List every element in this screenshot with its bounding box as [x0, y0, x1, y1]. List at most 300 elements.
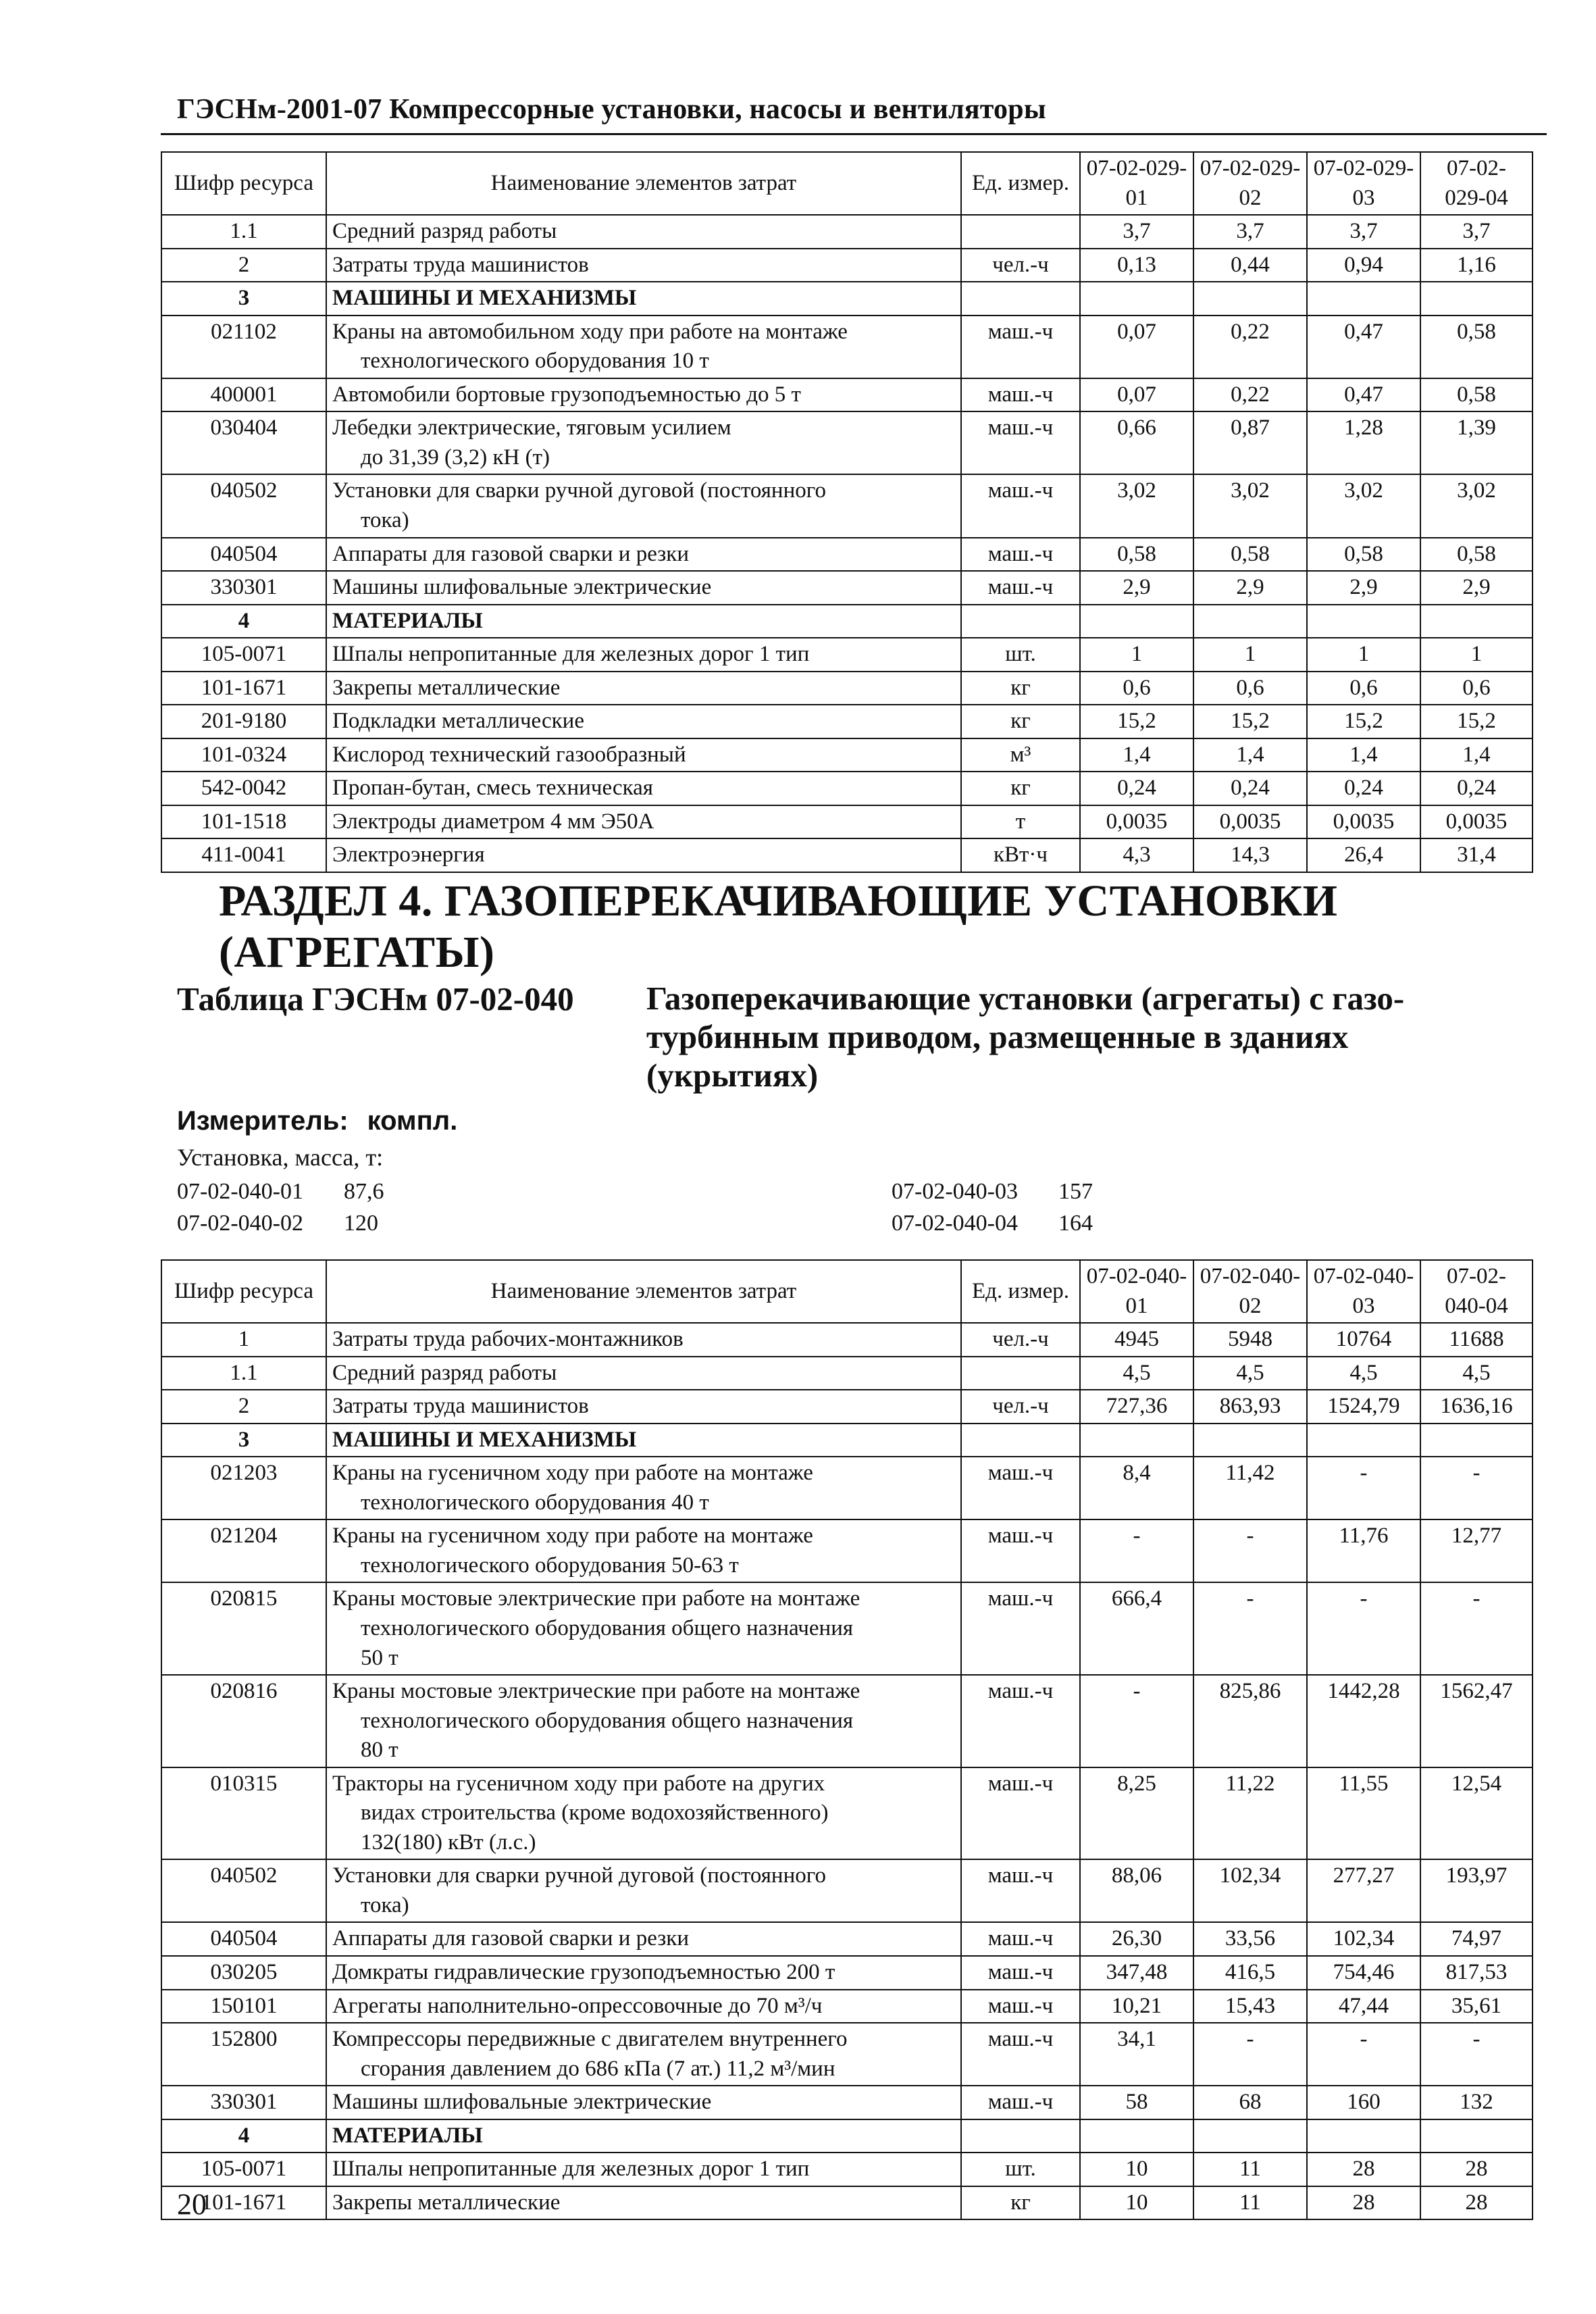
cost-element-text: Домкраты гидравлические грузоподъемностью 200 т: [332, 1960, 835, 1985]
cost-element-name: [326, 2023, 961, 2086]
table-group-row: [161, 282, 1533, 316]
table-header-row: [161, 1260, 1533, 1323]
norm-value-2: 4,5: [1193, 1357, 1307, 1390]
norm-value-1: 8,4: [1080, 1457, 1193, 1519]
norm-value-3: [1307, 1424, 1420, 1457]
norm-value-2: [1193, 1424, 1307, 1457]
resource-code: 1.1: [161, 1357, 326, 1390]
resource-code: 010315: [161, 1767, 326, 1860]
cost-element-continuation: тока): [361, 1892, 409, 1917]
norm-value-3: 4,5: [1307, 1357, 1420, 1390]
norm-value-3: 1524,79: [1307, 1390, 1420, 1424]
table-body: [161, 215, 1533, 872]
cost-element-continuation: до 31,39 (3,2) кН (т): [361, 445, 550, 470]
norm-value-1: 0,58: [1080, 538, 1193, 572]
cost-element-name: [326, 474, 961, 537]
norm-value-2: 14,3: [1193, 838, 1307, 872]
installation-item: [177, 1211, 378, 1236]
norm-value-4: [1420, 2119, 1533, 2153]
norm-value-2: 15,43: [1193, 1990, 1307, 2023]
table-row: [161, 1990, 1533, 2023]
cost-element-name: [326, 215, 961, 249]
resource-code: 2: [161, 249, 326, 282]
table-row: [161, 1859, 1533, 1922]
unit-cell: т: [961, 805, 1080, 839]
resource-code: 040502: [161, 474, 326, 537]
resource-code: 411-0041: [161, 838, 326, 872]
header-rule: [161, 133, 1547, 135]
norm-value-1: 58: [1080, 2086, 1193, 2119]
norm-value-3: 0,94: [1307, 249, 1420, 282]
cost-element-name: [326, 1323, 961, 1357]
unit-cell: [961, 215, 1080, 249]
norm-value-2: 5948: [1193, 1323, 1307, 1357]
resource-code: 330301: [161, 2086, 326, 2119]
cost-element-text: Краны на гусеничном ходу при работе на монтаже: [332, 1524, 813, 1549]
norm-value-3: 1: [1307, 638, 1420, 672]
installation-mass: 87,6: [343, 1179, 384, 1204]
cost-element-continuation: сгорания давлением до 686 кПа (7 ат.) 11,2 м³/мин: [361, 2056, 835, 2081]
norm-value-4: 4,5: [1420, 1357, 1533, 1390]
unit-cell: маш.-ч: [961, 378, 1080, 412]
norm-value-3: 2,9: [1307, 571, 1420, 605]
cost-element-text: Подкладки металлические: [332, 709, 584, 734]
resource-code: 400001: [161, 378, 326, 412]
norm-value-2: 11,42: [1193, 1457, 1307, 1519]
norm-value-1: [1080, 605, 1193, 638]
norm-value-4: 817,53: [1420, 1956, 1533, 1990]
unit-cell: маш.-ч: [961, 316, 1080, 378]
cost-element-name: [326, 316, 961, 378]
norm-value-2: 102,34: [1193, 1859, 1307, 1922]
table-row: [161, 1922, 1533, 1956]
norm-value-2: -: [1193, 1519, 1307, 1582]
norm-value-4: 0,58: [1420, 538, 1533, 572]
norm-value-4: 28: [1420, 2186, 1533, 2220]
norm-value-4: 1,39: [1420, 411, 1533, 474]
norm-value-3: 15,2: [1307, 705, 1420, 738]
norm-value-1: 4,5: [1080, 1357, 1193, 1390]
cost-element-text: Агрегаты наполнительно-опрессовочные до 70 м³/ч: [332, 1993, 823, 2018]
norm-value-4: -: [1420, 2023, 1533, 2086]
norm-value-3: 11,55: [1307, 1767, 1420, 1860]
cost-element-text: Кислород технический газообразный: [332, 742, 686, 767]
cost-element-name: [326, 1357, 961, 1390]
norm-value-1: 15,2: [1080, 705, 1193, 738]
norm-value-2: [1193, 605, 1307, 638]
cost-element-continuation: технологического оборудования 40 т: [361, 1490, 709, 1515]
norm-value-3: 28: [1307, 2153, 1420, 2186]
resource-code: 105-0071: [161, 2153, 326, 2186]
norm-value-2: 0,22: [1193, 316, 1307, 378]
norm-value-2: 0,44: [1193, 249, 1307, 282]
table-group-row: [161, 605, 1533, 638]
cost-element-name: [326, 705, 961, 738]
installation-code: 07-02-040-04: [892, 1211, 1018, 1236]
table-row: [161, 571, 1533, 605]
norm-value-1: 10: [1080, 2153, 1193, 2186]
resource-code: 021203: [161, 1457, 326, 1519]
unit-cell: [961, 1357, 1080, 1390]
norm-value-3: 0,47: [1307, 316, 1420, 378]
resource-code: 020816: [161, 1675, 326, 1767]
norm-value-3: [1307, 282, 1420, 316]
unit-cell: маш.-ч: [961, 1519, 1080, 1582]
cost-element-continuation: технологического оборудования 10 т: [361, 349, 709, 374]
header-norm-3: 07-02-040-03: [1307, 1260, 1420, 1323]
table-row: [161, 672, 1533, 705]
norm-value-1: 347,48: [1080, 1956, 1193, 1990]
norm-value-4: 0,58: [1420, 378, 1533, 412]
cost-element-text: Аппараты для газовой сварки и резки: [332, 541, 689, 566]
cost-element-continuation: 50 т: [361, 1645, 398, 1670]
resource-code: 040504: [161, 1922, 326, 1956]
table-description-line: (укрытиях): [646, 1056, 819, 1094]
resource-code: 030205: [161, 1956, 326, 1990]
resource-code: 040504: [161, 538, 326, 572]
unit-cell: кг: [961, 672, 1080, 705]
table-description-line: турбинным приводом, размещенные в зданиях: [646, 1017, 1349, 1055]
unit-cell: [961, 282, 1080, 316]
cost-element-text: МАТЕРИАЛЫ: [332, 608, 483, 633]
table-body: [161, 1323, 1533, 2219]
norm-value-1: 10: [1080, 2186, 1193, 2220]
norm-value-2: 1: [1193, 638, 1307, 672]
cost-element-name: [326, 772, 961, 805]
unit-cell: чел.-ч: [961, 1390, 1080, 1424]
norm-value-4: 1: [1420, 638, 1533, 672]
unit-cell: кг: [961, 2186, 1080, 2220]
table-row: [161, 772, 1533, 805]
norm-value-4: 31,4: [1420, 838, 1533, 872]
header-norm-1: 07-02-029-01: [1080, 152, 1193, 215]
unit-cell: кВт·ч: [961, 838, 1080, 872]
norm-value-3: 0,58: [1307, 538, 1420, 572]
cost-element-name: [326, 2153, 961, 2186]
norm-value-2: 0,24: [1193, 772, 1307, 805]
table-row: [161, 474, 1533, 537]
cost-element-continuation: видах строительства (кроме водохозяйственного): [361, 1801, 829, 1826]
norm-value-1: [1080, 2119, 1193, 2153]
unit-cell: м³: [961, 738, 1080, 772]
table-header-row: [161, 152, 1533, 215]
norm-value-3: 1,28: [1307, 411, 1420, 474]
norm-value-2: 863,93: [1193, 1390, 1307, 1424]
table-row: [161, 1457, 1533, 1519]
table-row: [161, 1390, 1533, 1424]
cost-element-name: [326, 1956, 961, 1990]
cost-element-text: Средний разряд работы: [332, 1360, 557, 1385]
measurer-value: компл.: [367, 1106, 458, 1136]
norm-value-4: 15,2: [1420, 705, 1533, 738]
norm-value-2: 11: [1193, 2186, 1307, 2220]
norm-value-2: 825,86: [1193, 1675, 1307, 1767]
cost-element-name: [326, 571, 961, 605]
resource-code: 330301: [161, 571, 326, 605]
resource-table-029: [161, 151, 1533, 873]
cost-element-continuation: 132(180) кВт (л.с.): [361, 1830, 536, 1855]
cost-element-name: [326, 411, 961, 474]
resource-code: 1: [161, 1323, 326, 1357]
resource-code: 201-9180: [161, 705, 326, 738]
installation-mass: 120: [343, 1211, 378, 1236]
norm-value-2: 3,7: [1193, 215, 1307, 249]
cost-element-text: МАШИНЫ И МЕХАНИЗМЫ: [332, 1427, 637, 1452]
installation-item: [177, 1179, 384, 1205]
norm-value-4: 1,4: [1420, 738, 1533, 772]
cost-element-text: Машины шлифовальные электрические: [332, 575, 712, 600]
norm-value-1: 3,7: [1080, 215, 1193, 249]
unit-cell: маш.-ч: [961, 2023, 1080, 2086]
header-norm-3: 07-02-029-03: [1307, 152, 1420, 215]
norm-value-2: 11: [1193, 2153, 1307, 2186]
table-row: [161, 316, 1533, 378]
norm-value-4: [1420, 1424, 1533, 1457]
cost-element-text: Компрессоры передвижные с двигателем внутреннего: [332, 2027, 848, 2052]
cost-element-text: Краны мостовые электрические при работе на монтаже: [332, 1586, 860, 1611]
table-row: [161, 1323, 1533, 1357]
cost-element-continuation: технологического оборудования 50-63 т: [361, 1553, 739, 1578]
table-row: [161, 1956, 1533, 1990]
unit-cell: маш.-ч: [961, 1922, 1080, 1956]
resource-code: 101-1671: [161, 672, 326, 705]
table-row: [161, 249, 1533, 282]
header-cost-element: Наименование элементов затрат: [326, 152, 961, 215]
norm-value-3: -: [1307, 1582, 1420, 1675]
norm-value-3: 160: [1307, 2086, 1420, 2119]
header-unit: Ед. измер.: [961, 1260, 1080, 1323]
norm-value-1: 88,06: [1080, 1859, 1193, 1922]
norm-value-4: 193,97: [1420, 1859, 1533, 1922]
cost-element-continuation: технологического оборудования общего назначения: [361, 1616, 854, 1641]
cost-element-text: Лебедки электрические, тяговым усилием: [332, 416, 731, 441]
norm-value-3: 102,34: [1307, 1922, 1420, 1956]
cost-element-name: [326, 1767, 961, 1860]
unit-cell: кг: [961, 705, 1080, 738]
cost-element-text: Аппараты для газовой сварки и резки: [332, 1926, 689, 1951]
header-norm-4: 07-02-029-04: [1420, 152, 1533, 215]
norm-value-4: 11688: [1420, 1323, 1533, 1357]
norm-value-3: 0,6: [1307, 672, 1420, 705]
norm-value-2: [1193, 282, 1307, 316]
norm-value-4: 1562,47: [1420, 1675, 1533, 1767]
cost-element-text: Краны мостовые электрические при работе на монтаже: [332, 1679, 860, 1704]
norm-value-1: 26,30: [1080, 1922, 1193, 1956]
installation-mass: 157: [1058, 1179, 1093, 1204]
norm-value-4: 2,9: [1420, 571, 1533, 605]
running-header: ГЭСНм-2001-07 Компрессорные установки, насосы и вентиляторы: [177, 94, 1046, 125]
norm-value-3: 277,27: [1307, 1859, 1420, 1922]
norm-value-1: 0,6: [1080, 672, 1193, 705]
cost-element-name: [326, 1922, 961, 1956]
cost-element-name: [326, 1519, 961, 1582]
table-group-row: [161, 2119, 1533, 2153]
table-label: Таблица ГЭСНм 07-02-040: [177, 980, 574, 1017]
norm-value-4: 1,16: [1420, 249, 1533, 282]
cost-element-text: Затраты труда рабочих-монтажников: [332, 1327, 684, 1352]
table-row: [161, 705, 1533, 738]
norm-value-2: 3,02: [1193, 474, 1307, 537]
norm-value-1: 0,66: [1080, 411, 1193, 474]
norm-value-2: 0,87: [1193, 411, 1307, 474]
resource-code: 150101: [161, 1990, 326, 2023]
table-row: [161, 1582, 1533, 1675]
cost-element-continuation: 80 т: [361, 1738, 398, 1763]
installation-code: 07-02-040-01: [177, 1179, 303, 1204]
resource-code: 2: [161, 1390, 326, 1424]
table-row: [161, 1519, 1533, 1582]
resource-code: 1.1: [161, 215, 326, 249]
norm-value-2: 68: [1193, 2086, 1307, 2119]
cost-element-text: Установки для сварки ручной дуговой (постоянного: [332, 1863, 826, 1888]
norm-value-2: 11,22: [1193, 1767, 1307, 1860]
norm-value-3: 0,47: [1307, 378, 1420, 412]
table-row: [161, 838, 1533, 872]
norm-value-4: 28: [1420, 2153, 1533, 2186]
norm-value-1: 727,36: [1080, 1390, 1193, 1424]
table-row: [161, 1767, 1533, 1860]
cost-element-name: [326, 378, 961, 412]
installation-code: 07-02-040-03: [892, 1179, 1018, 1204]
norm-value-1: [1080, 1424, 1193, 1457]
resource-code: 152800: [161, 2023, 326, 2086]
cost-element-text: Затраты труда машинистов: [332, 252, 589, 277]
norm-value-3: 11,76: [1307, 1519, 1420, 1582]
table-row: [161, 805, 1533, 839]
norm-value-3: [1307, 2119, 1420, 2153]
unit-cell: кг: [961, 772, 1080, 805]
resource-code: 021102: [161, 316, 326, 378]
cost-element-name: [326, 638, 961, 672]
cost-element-text: Закрепы металлические: [332, 675, 561, 700]
unit-cell: шт.: [961, 638, 1080, 672]
norm-value-3: 0,24: [1307, 772, 1420, 805]
table-row: [161, 378, 1533, 412]
norm-value-4: [1420, 282, 1533, 316]
norm-value-3: [1307, 605, 1420, 638]
norm-value-1: 666,4: [1080, 1582, 1193, 1675]
header-cost-element: Наименование элементов затрат: [326, 1260, 961, 1323]
norm-value-1: 0,24: [1080, 772, 1193, 805]
unit-cell: маш.-ч: [961, 1675, 1080, 1767]
cost-element-text: Установки для сварки ручной дуговой (постоянного: [332, 478, 826, 503]
norm-value-1: 0,13: [1080, 249, 1193, 282]
norm-value-1: 1,4: [1080, 738, 1193, 772]
norm-value-3: 3,7: [1307, 215, 1420, 249]
resource-code: 101-0324: [161, 738, 326, 772]
cost-element-name: [326, 1424, 961, 1457]
norm-value-3: 47,44: [1307, 1990, 1420, 2023]
table-group-row: [161, 1424, 1533, 1457]
cost-element-name: [326, 1582, 961, 1675]
norm-value-1: [1080, 282, 1193, 316]
cost-element-text: Электроэнергия: [332, 842, 485, 867]
cost-element-name: [326, 805, 961, 839]
cost-element-name: [326, 2186, 961, 2220]
norm-value-2: 2,9: [1193, 571, 1307, 605]
norm-value-1: 0,07: [1080, 316, 1193, 378]
table-row: [161, 411, 1533, 474]
section-title: РАЗДЕЛ 4. ГАЗОПЕРЕКАЧИВАЮЩИЕ УСТАНОВКИ (АГРЕГАТЫ): [219, 876, 1338, 977]
norm-value-1: -: [1080, 1675, 1193, 1767]
cost-element-text: Средний разряд работы: [332, 219, 557, 244]
table-row: [161, 1357, 1533, 1390]
unit-cell: маш.-ч: [961, 1859, 1080, 1922]
table-row: [161, 638, 1533, 672]
cost-element-text: Машины шлифовальные электрические: [332, 2090, 712, 2115]
unit-cell: маш.-ч: [961, 2086, 1080, 2119]
norm-value-4: 1636,16: [1420, 1390, 1533, 1424]
cost-element-text: МАШИНЫ И МЕХАНИЗМЫ: [332, 286, 637, 311]
norm-value-4: 3,02: [1420, 474, 1533, 537]
cost-element-name: [326, 1457, 961, 1519]
table-row: [161, 2153, 1533, 2186]
installation-mass: 164: [1058, 1211, 1093, 1236]
table-row: [161, 2086, 1533, 2119]
norm-value-2: 1,4: [1193, 738, 1307, 772]
resource-code: 3: [161, 1424, 326, 1457]
resource-code: 105-0071: [161, 638, 326, 672]
norm-value-3: -: [1307, 1457, 1420, 1519]
norm-value-3: 1442,28: [1307, 1675, 1420, 1767]
norm-value-1: 3,02: [1080, 474, 1193, 537]
norm-value-1: 1: [1080, 638, 1193, 672]
resource-code: 030404: [161, 411, 326, 474]
norm-value-4: 0,0035: [1420, 805, 1533, 839]
resource-code: 542-0042: [161, 772, 326, 805]
cost-element-text: Шпалы непропитанные для железных дорог 1 тип: [332, 2157, 810, 2182]
header-norm-4: 07-02-040-04: [1420, 1260, 1533, 1323]
cost-element-name: [326, 738, 961, 772]
cost-element-name: [326, 2086, 961, 2119]
norm-value-4: -: [1420, 1582, 1533, 1675]
norm-value-4: 12,77: [1420, 1519, 1533, 1582]
cost-element-text: Краны на автомобильном ходу при работе на монтаже: [332, 319, 848, 344]
resource-code: 040502: [161, 1859, 326, 1922]
table-description: [646, 980, 1491, 1095]
cost-element-name: [326, 538, 961, 572]
norm-value-3: 1,4: [1307, 738, 1420, 772]
norm-value-1: 2,9: [1080, 571, 1193, 605]
norm-value-2: 416,5: [1193, 1956, 1307, 1990]
table-row: [161, 538, 1533, 572]
cost-element-text: Шпалы непропитанные для железных дорог 1 тип: [332, 642, 810, 667]
resource-code: 021204: [161, 1519, 326, 1582]
resource-code: 020815: [161, 1582, 326, 1675]
norm-value-4: 132: [1420, 2086, 1533, 2119]
norm-value-1: 4945: [1080, 1323, 1193, 1357]
norm-value-2: 0,0035: [1193, 805, 1307, 839]
norm-value-1: 0,07: [1080, 378, 1193, 412]
cost-element-name: [326, 838, 961, 872]
norm-value-1: 8,25: [1080, 1767, 1193, 1860]
table-row: [161, 738, 1533, 772]
cost-element-text: Тракторы на гусеничном ходу при работе на других: [332, 1771, 825, 1796]
norm-value-3: 10764: [1307, 1323, 1420, 1357]
resource-table-040: [161, 1259, 1533, 2220]
cost-element-name: [326, 1990, 961, 2023]
norm-value-3: 26,4: [1307, 838, 1420, 872]
measurer-label: Измеритель:: [177, 1106, 349, 1136]
unit-cell: [961, 2119, 1080, 2153]
table-row: [161, 215, 1533, 249]
cost-element-text: Пропан-бутан, смесь техническая: [332, 776, 653, 801]
header-resource-code: Шифр ресурса: [161, 1260, 326, 1323]
norm-value-4: 3,7: [1420, 215, 1533, 249]
unit-cell: шт.: [961, 2153, 1080, 2186]
norm-value-4: 74,97: [1420, 1922, 1533, 1956]
cost-element-text: Закрепы металлические: [332, 2190, 561, 2215]
